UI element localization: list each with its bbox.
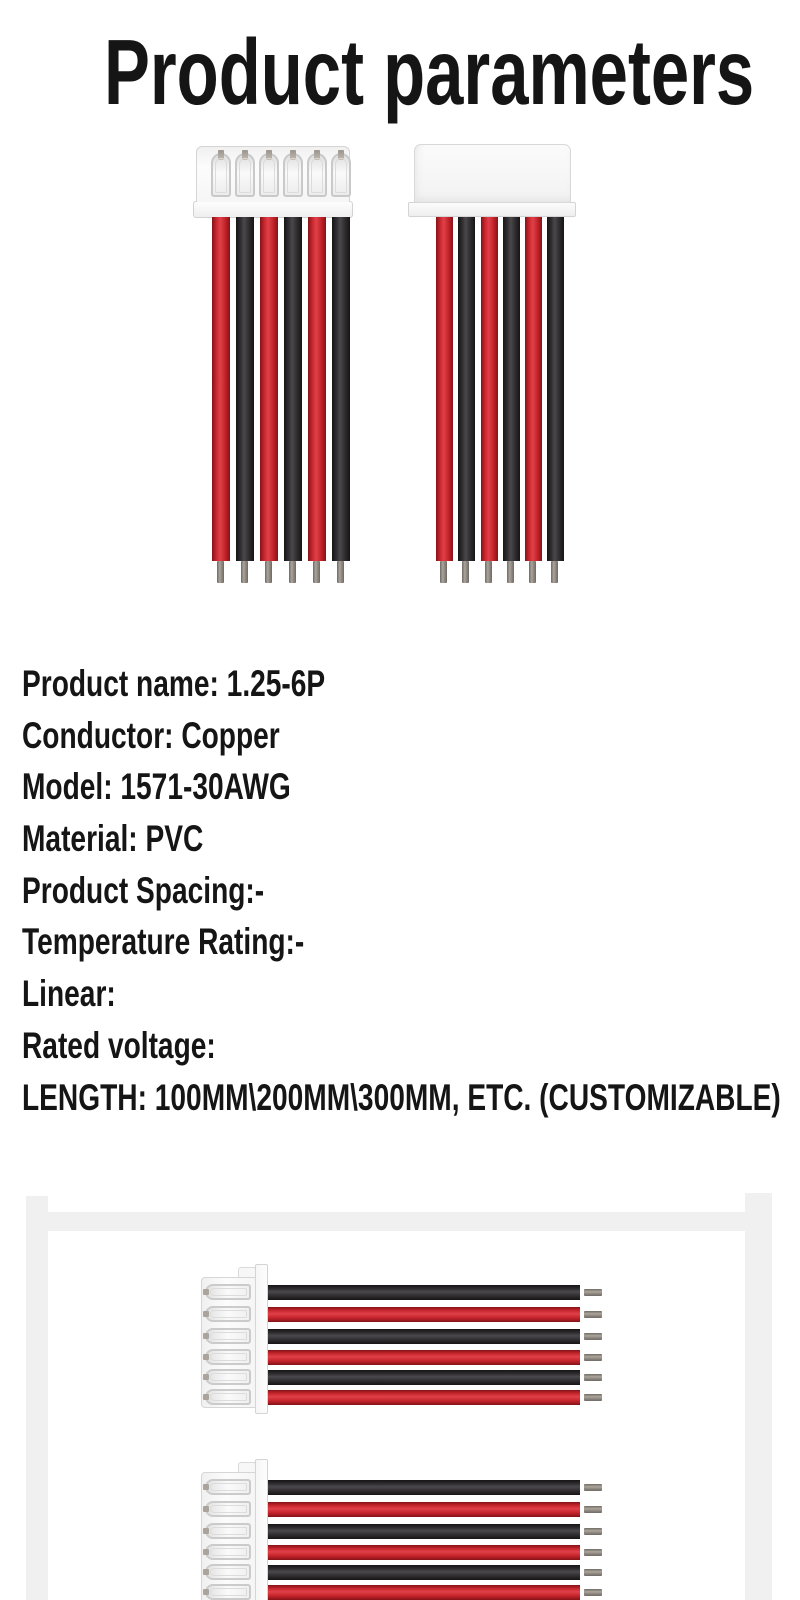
connector-slot xyxy=(205,1523,251,1539)
wire-harness-image xyxy=(198,1459,608,1600)
spec-line-temperature-rating: Temperature Rating:- xyxy=(22,921,305,963)
wire-tip xyxy=(584,1289,602,1296)
connector-slot xyxy=(205,1584,251,1600)
connector-slot xyxy=(235,153,255,197)
wire-tip xyxy=(507,561,514,583)
red-wire xyxy=(268,1307,580,1322)
wire-tip xyxy=(529,561,536,583)
spec-line-conductor: Conductor: Copper xyxy=(22,714,280,756)
black-wire xyxy=(268,1524,580,1539)
connector-slot xyxy=(205,1306,251,1322)
red-wire xyxy=(260,217,278,561)
black-wire xyxy=(332,217,350,561)
spec-line-product-name: Product name: 1.25-6P xyxy=(22,663,326,704)
wire-tip xyxy=(265,561,272,583)
red-wire xyxy=(481,217,498,561)
frame-top-bar xyxy=(44,1212,747,1231)
frame-right-bar xyxy=(745,1193,772,1600)
connector-slot xyxy=(205,1544,251,1560)
wire-tip xyxy=(584,1394,602,1401)
wire-tip xyxy=(551,561,558,583)
connector-slot xyxy=(205,1389,251,1405)
black-wire xyxy=(268,1285,580,1300)
connector-base xyxy=(193,201,353,218)
connector-flange xyxy=(255,1459,268,1600)
wire-tip xyxy=(584,1311,602,1318)
black-wire xyxy=(503,217,520,561)
wire-tip xyxy=(584,1484,602,1491)
black-wire xyxy=(268,1370,580,1385)
red-wire xyxy=(525,217,542,561)
connector-flange xyxy=(255,1264,268,1414)
wire-tip xyxy=(337,561,344,583)
black-wire xyxy=(268,1480,580,1495)
connector-slot xyxy=(205,1564,251,1580)
spec-list xyxy=(22,658,800,1123)
red-wire xyxy=(212,217,230,561)
wire-tip xyxy=(485,561,492,583)
wire-tip xyxy=(217,561,224,583)
wire-tip xyxy=(584,1333,602,1340)
connector-slot xyxy=(205,1328,251,1344)
wire-tip xyxy=(584,1354,602,1361)
red-wire xyxy=(268,1350,580,1365)
connector-slot xyxy=(205,1284,251,1300)
connector-slot xyxy=(205,1501,251,1517)
red-wire xyxy=(268,1545,580,1560)
spec-line-length: LENGTH: 100MM\200MM\300MM, ETC. (CUSTOMIZABLE) xyxy=(22,1076,781,1118)
spec-line-linear: Linear: xyxy=(22,973,116,1015)
spec-line-rated-voltage: Rated voltage: xyxy=(22,1024,216,1066)
red-wire xyxy=(436,217,453,561)
wire-tip xyxy=(289,561,296,583)
connector-slot xyxy=(205,1369,251,1385)
spec-line-model: Model: 1571-30AWG xyxy=(22,766,291,808)
wire-tip xyxy=(584,1374,602,1381)
connector-slot xyxy=(205,1479,251,1495)
connector-slot xyxy=(205,1349,251,1365)
black-wire xyxy=(268,1565,580,1580)
red-wire xyxy=(268,1390,580,1405)
wire-tip xyxy=(584,1589,602,1596)
black-wire xyxy=(268,1329,580,1344)
wire-tip xyxy=(440,561,447,583)
wire-tip xyxy=(584,1528,602,1535)
wire-tip xyxy=(241,561,248,583)
wire-tip xyxy=(462,561,469,583)
connector-slot xyxy=(259,153,279,197)
connector-housing xyxy=(414,144,571,203)
connector-slot xyxy=(211,153,231,197)
wire-tip xyxy=(313,561,320,583)
frame-left-bar xyxy=(26,1196,48,1600)
black-wire xyxy=(284,217,302,561)
spec-line-material: Material: PVC xyxy=(22,818,204,860)
connector-slot xyxy=(283,153,303,197)
black-wire xyxy=(458,217,475,561)
page-title: Product parameters xyxy=(104,20,755,124)
red-wire xyxy=(268,1502,580,1517)
black-wire xyxy=(236,217,254,561)
connector-base xyxy=(408,202,576,217)
wire-harness-image xyxy=(198,1264,608,1414)
black-wire xyxy=(547,217,564,561)
wire-tip xyxy=(584,1506,602,1513)
connector-slot xyxy=(307,153,327,197)
red-wire xyxy=(308,217,326,561)
spec-line-product-spacing: Product Spacing:- xyxy=(22,869,265,911)
connector-slot xyxy=(331,153,351,197)
red-wire xyxy=(268,1585,580,1600)
wire-tip xyxy=(584,1549,602,1556)
wire-tip xyxy=(584,1569,602,1576)
